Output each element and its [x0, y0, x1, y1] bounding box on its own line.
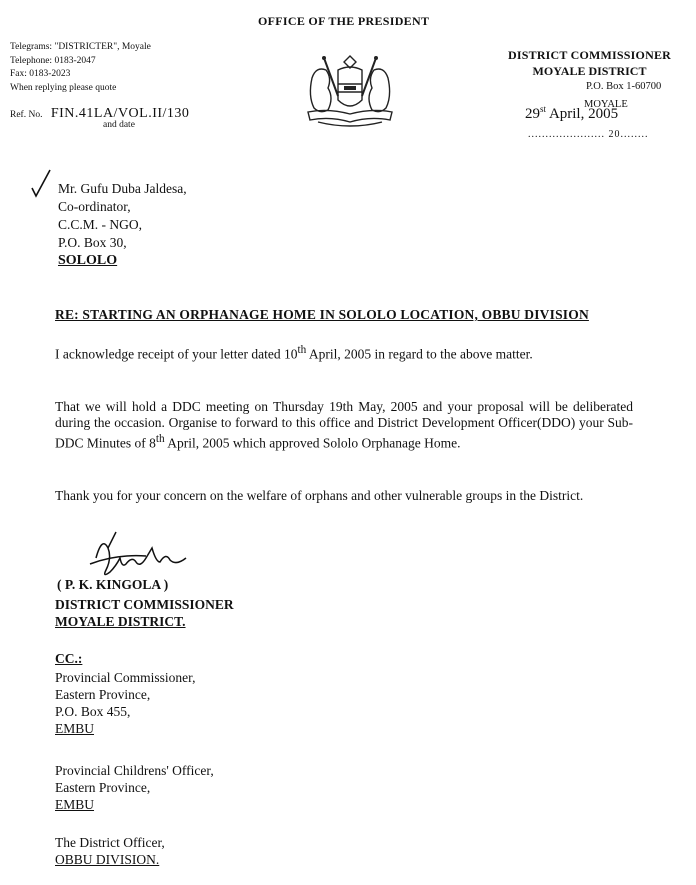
tick-mark-icon — [30, 168, 52, 198]
reference-number — [10, 106, 189, 122]
cc1-line-2: Eastern Province, — [55, 687, 151, 702]
p1-text-b: April, 2005 in regard to the above matter. — [306, 346, 533, 362]
body-paragraph-3: Thank you for your concern on the welfare of orphans and other vulnerable groups in the District. — [55, 488, 584, 503]
signatory-title: DISTRICT COMMISSIONER — [55, 597, 234, 612]
subject-line: RE: STARTING AN ORPHANAGE HOME IN SOLOLO LOCATION, OBBU DIVISION — [55, 307, 589, 322]
cc2-line-1: Provincial Childrens' Officer, — [55, 763, 214, 778]
ref-label: Ref. No. — [10, 110, 43, 120]
cc1-line-1: Provincial Commissioner, — [55, 670, 196, 685]
p2-text-a: That we will hold a DDC meeting on Thursday 19th May, 2005 and your proposal will be deliberated during the occasion. Organise to forward to this office and District Development Officer(DDO) your Sub-DDC Minutes of 8 — [55, 399, 633, 451]
addressee-role: Co-ordinator, — [58, 199, 131, 214]
fax-line: Fax: 0183-2023 — [10, 69, 71, 79]
cc1-line-4: EMBU — [55, 721, 95, 736]
dc-office-title: DISTRICT COMMISSIONER — [508, 48, 672, 62]
cc3-line-1: The District Officer, — [55, 835, 165, 850]
p1-text-a: I acknowledge receipt of your letter dated 10 — [55, 346, 298, 362]
contact-info — [10, 41, 151, 95]
letter-date — [525, 104, 618, 123]
telephone-line: Telephone: 0183-2047 — [10, 55, 96, 66]
cc-label: CC.: — [55, 651, 83, 666]
dc-office-district: MOYALE DISTRICT — [532, 64, 647, 78]
telegrams-line: Telegrams: "DISTRICTER", Moyale — [10, 42, 151, 52]
cc3-line-2: OBBU DIVISION. — [55, 852, 160, 867]
cc-recipient-3 — [55, 834, 165, 868]
cc1-line-3: P.O. Box 455, — [55, 704, 131, 719]
coat-of-arms-icon — [298, 48, 402, 132]
signatory-name: ( P. K. KINGOLA ) — [57, 577, 169, 592]
cc-recipient-1 — [55, 669, 195, 737]
dc-town: MOYALE — [584, 99, 628, 110]
p1-sup: th — [297, 344, 307, 356]
body-paragraph-1 — [55, 342, 633, 363]
date-suffix: st — [540, 104, 547, 114]
date-day: 29 — [525, 106, 540, 122]
addressee-block — [58, 180, 187, 270]
date-dotted-line: ...................... 20........ — [528, 129, 649, 140]
dc-po-box: P.O. Box 1-60700 — [586, 81, 662, 92]
date-rest: April, 2005 — [546, 106, 619, 122]
addressee-name: Mr. Gufu Duba Jaldesa, — [58, 181, 187, 196]
cc-recipient-2 — [55, 762, 214, 813]
cc2-line-2: Eastern Province, — [55, 780, 151, 795]
body-paragraph-2 — [55, 399, 633, 452]
addressee-box: P.O. Box 30, — [58, 235, 127, 250]
dc-office-block — [508, 47, 671, 79]
office-heading: OFFICE OF THE PRESIDENT — [258, 14, 430, 28]
and-date-label: and date — [103, 120, 135, 130]
reply-note: When replying please quote — [10, 82, 117, 93]
cc2-line-3: EMBU — [55, 797, 95, 812]
addressee-city: SOLOLO — [58, 253, 118, 268]
p2-text-b: April, 2005 which approved Sololo Orphanage Home. — [164, 435, 461, 451]
ref-value: FIN.41LA/VOL.II/130 — [50, 106, 190, 121]
addressee-org: C.C.M. - NGO, — [58, 217, 143, 232]
p2-sup: th — [155, 433, 165, 445]
signatory-district: MOYALE DISTRICT. — [55, 614, 186, 629]
